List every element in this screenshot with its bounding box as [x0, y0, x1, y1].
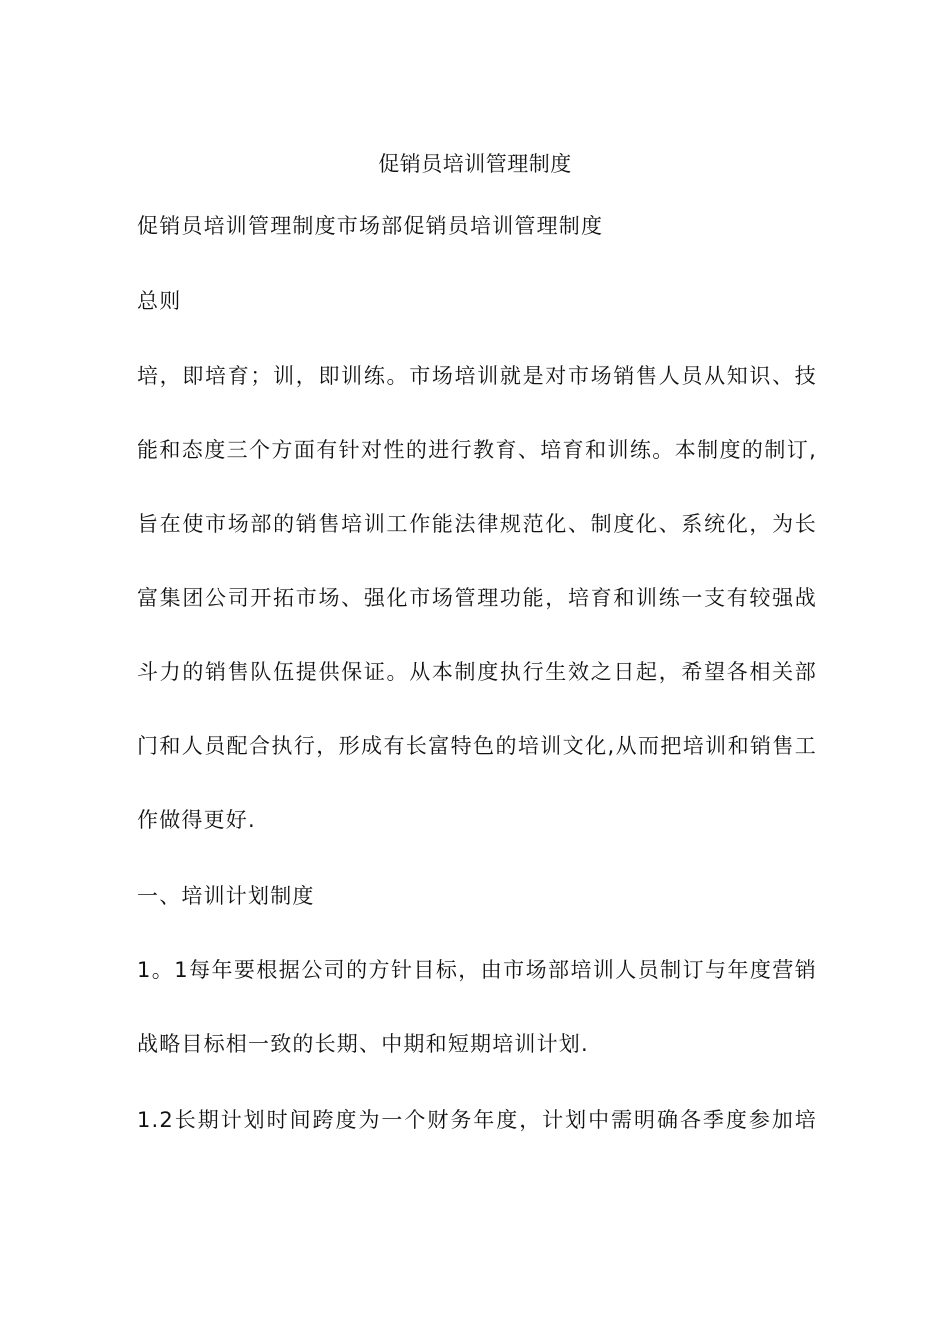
paragraph-line: 能和态度三个方面有针对性的进行教育、培育和训练。本制度的制订,	[137, 438, 817, 462]
paragraph-line: 门和人员配合执行，形成有长富特色的培训文化,从而把培训和销售工	[137, 734, 817, 758]
clause-line: 1。1每年要根据公司的方针目标，由市场部培训人员制订与年度营销	[137, 958, 817, 982]
section-heading-training-plan: 一、培训计划制度	[137, 884, 315, 908]
clause-line-last: 战略目标相一致的长期、中期和短期培训计划.	[137, 1032, 589, 1056]
document-title: 促销员培训管理制度	[378, 152, 572, 176]
clause-line: 1.2长期计划时间跨度为一个财务年度，计划中需明确各季度参加培	[137, 1108, 817, 1132]
section-heading-general: 总则	[137, 289, 182, 313]
paragraph-line: 旨在使市场部的销售培训工作能法律规范化、制度化、系统化，为长	[137, 512, 817, 536]
paragraph-line-last: 作做得更好.	[137, 808, 256, 832]
subtitle-line: 促销员培训管理制度市场部促销员培训管理制度	[137, 214, 604, 238]
paragraph-line: 富集团公司开拓市场、强化市场管理功能，培育和训练一支有较强战	[137, 586, 817, 610]
paragraph-line: 斗力的销售队伍提供保证。从本制度执行生效之日起，希望各相关部	[137, 660, 817, 684]
paragraph-line: 培，即培育；训，即训练。市场培训就是对市场销售人员从知识、技	[137, 364, 817, 388]
